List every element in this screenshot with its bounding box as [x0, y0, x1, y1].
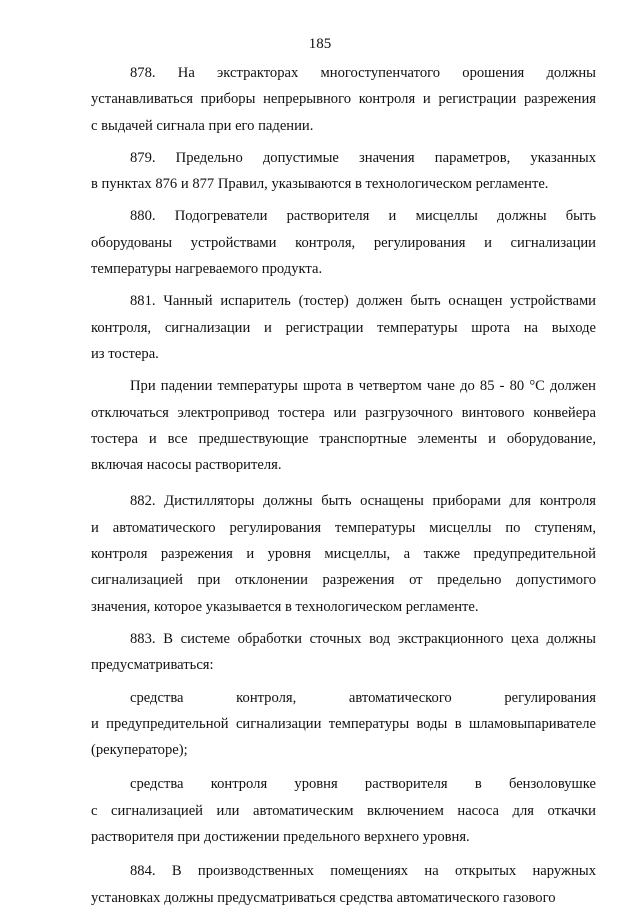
text-line: с сигнализацией или автоматическим включением насоса для откачки	[91, 802, 596, 819]
paragraph-spacer	[91, 478, 596, 488]
text-line: средства контроля, автоматического регулирования	[130, 689, 596, 706]
text-line: тостера и все предшествующие транспортные элементы и оборудование,	[91, 430, 596, 447]
paragraph	[91, 771, 596, 850]
text-line: 880. Подогреватели растворителя и мисцеллы должны быть	[130, 208, 596, 225]
text-line: 882. Дистилляторы должны быть оснащены приборами для контроля	[130, 493, 596, 510]
text-line: температуры нагреваемого продукта.	[91, 261, 323, 278]
text-line: из тостера.	[91, 345, 159, 362]
paragraph	[91, 145, 596, 198]
text-line: включая насосы растворителя.	[91, 457, 282, 474]
text-line: контроля, сигнализации и регистрации температуры шрота на выходе	[91, 319, 596, 336]
text-line: отключаться электропривод тостера или разгрузочного винтового конвейера	[91, 404, 596, 421]
text-line: 884. В производственных помещениях на открытых наружных	[130, 863, 596, 880]
paragraph	[91, 203, 596, 282]
document-body	[91, 60, 596, 911]
text-line: 878. На экстракторах многоступенчатого орошения должны	[130, 65, 596, 81]
text-line: (рекуператоре);	[91, 742, 188, 759]
page-number: 185	[308, 36, 332, 52]
paragraph	[91, 685, 596, 764]
text-line: в пунктах 876 и 877 Правил, указываются в технологическом регламенте.	[91, 176, 549, 193]
text-line: растворителя при достижении предельного верхнего уровня.	[91, 829, 470, 846]
text-line: и предупредительной сигнализации температуры воды в шламовыпаривателе	[91, 715, 596, 732]
text-line: 883. В системе обработки сточных вод экстракционного цеха должны	[130, 630, 596, 647]
paragraph-spacer	[91, 763, 596, 771]
text-line: контроля разрежения и уровня мисцеллы, а также предупредительной	[91, 546, 596, 563]
paragraph	[91, 60, 596, 139]
paragraph-spacer	[91, 850, 596, 858]
text-line: предусматриваться:	[91, 657, 214, 674]
paragraph	[91, 488, 596, 619]
text-line: с выдачей сигнала при его падении.	[91, 117, 314, 134]
text-line: оборудованы устройствами контроля, регулирования и сигнализации	[91, 234, 596, 251]
text-line: значения, которое указывается в технологическом регламенте.	[91, 598, 479, 615]
text-line: и автоматического регулирования температуры мисцеллы по ступеням,	[91, 519, 596, 536]
text-line: При падении температуры шрота в четвертом чане до 85 - 80 °С должен	[130, 378, 596, 395]
paragraph	[91, 858, 596, 911]
paragraph	[91, 288, 596, 367]
paragraph	[91, 626, 596, 679]
text-line: устанавливаться приборы непрерывного контроля и регистрации разрежения	[91, 91, 596, 108]
text-line: 881. Чанный испаритель (тостер) должен быть оснащен устройствами	[130, 293, 596, 310]
text-line: 879. Предельно допустимые значения параметров, указанных	[130, 149, 596, 166]
text-line: сигнализацией при отклонении разрежения от предельно допустимого	[91, 572, 596, 589]
paragraph	[91, 373, 596, 478]
text-line: установках должны предусматриваться средства автоматического газового	[91, 889, 556, 906]
text-line: средства контроля уровня растворителя в бензоловушке	[130, 776, 596, 793]
